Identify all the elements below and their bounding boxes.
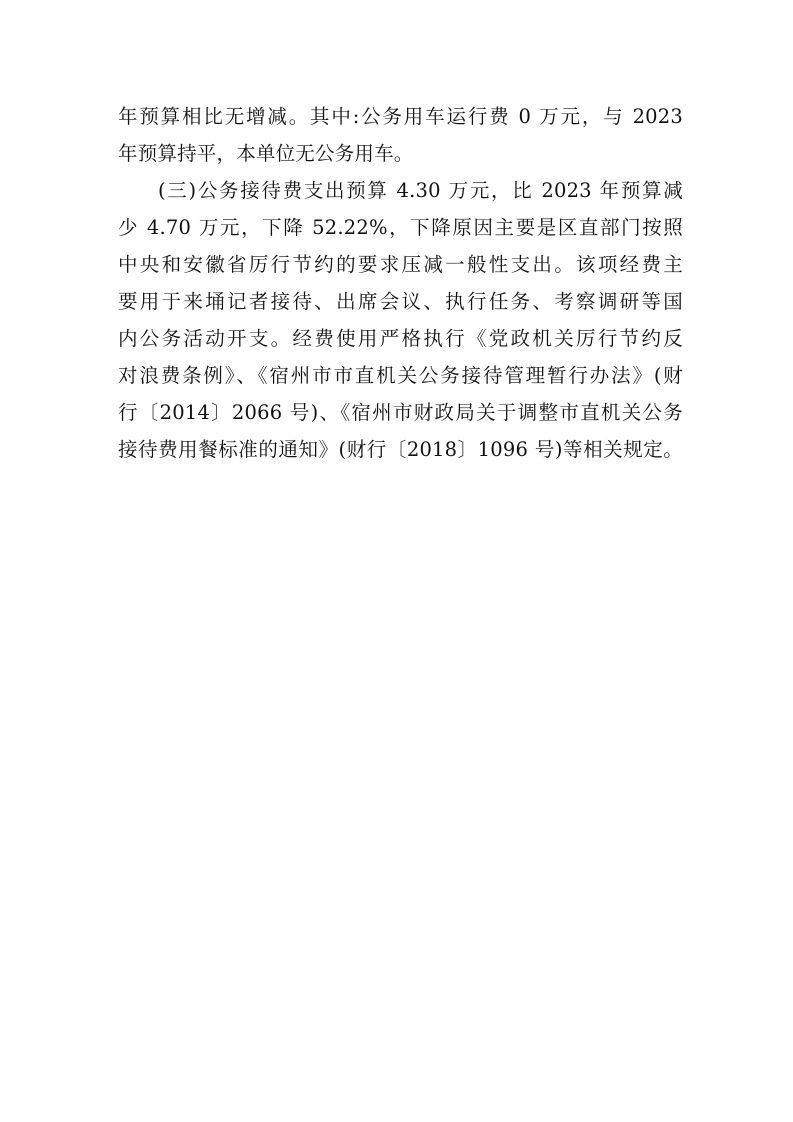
text-line-8: 对浪费条例》、《宿州市市直机关公务接待管理暂行办法》(财 [118, 364, 683, 387]
text-line-10: 接待费用餐标准的通知》(财行〔2018〕1096 号)等相关规定。 [118, 438, 683, 461]
body-text [118, 98, 683, 468]
text-line-2: 年预算持平，本单位无公务用车。 [118, 142, 414, 165]
text-line-7: 内公务活动开支。经费使用严格执行《党政机关厉行节约反 [118, 327, 683, 350]
text-line-1: 年预算相比无增减。其中:公务用车运行费 0 万元，与 2023 [118, 105, 683, 128]
text-line-3: (三)公务接待费支出预算 4.30 万元，比 2023 年预算减 [158, 179, 683, 202]
text-line-6: 要用于来埇记者接待、出席会议、执行任务、考察调研等国 [118, 290, 683, 313]
text-line-4: 少 4.70 万元，下降 52.22%，下降原因主要是区直部门按照 [118, 216, 683, 239]
text-line-9: 行〔2014〕2066 号)、《宿州市财政局关于调整市直机关公务 [118, 401, 683, 424]
text-line-5: 中央和安徽省厉行节约的要求压减一般性支出。该项经费主 [118, 253, 683, 276]
